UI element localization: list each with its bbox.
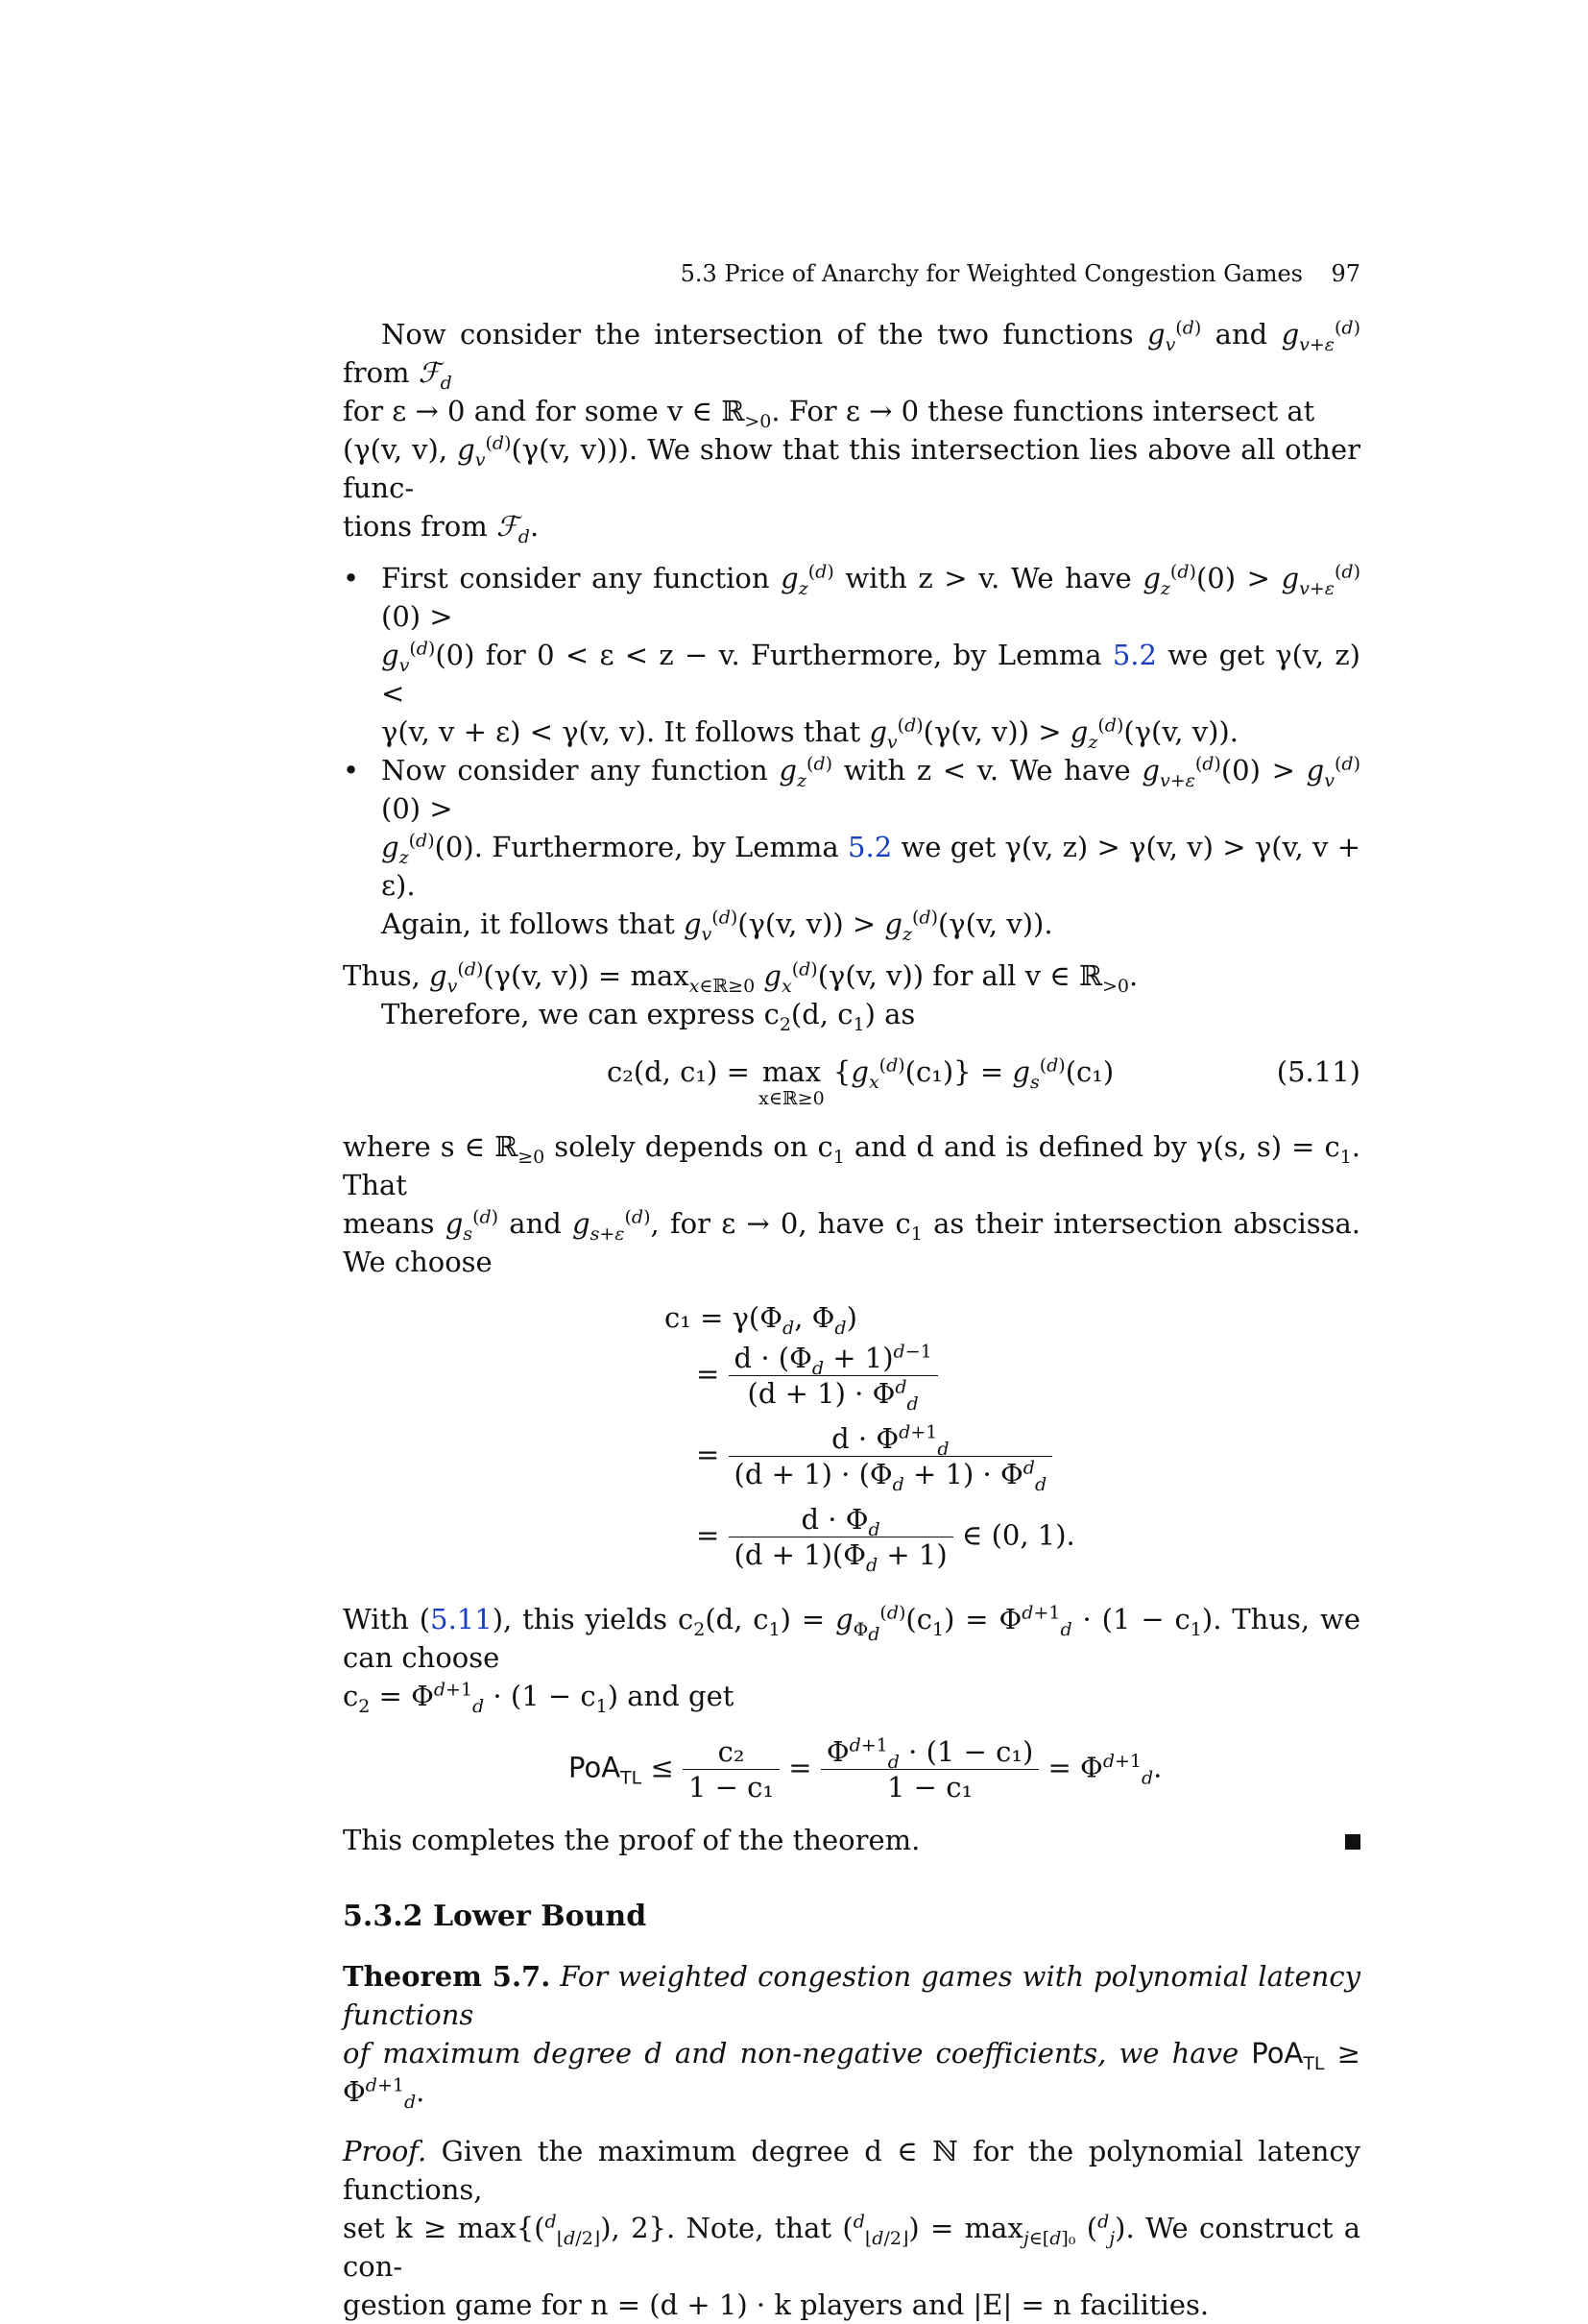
lemma-link[interactable]: 5.2 (848, 831, 893, 863)
section-heading: 5.3.2 Lower Bound (343, 1900, 647, 1933)
equation-poa-bound: PoA$_{TL}$ ≤ $\frac{\text{c₂}}{\text{1 − c₁}}$ = $\frac{\Phi^{d+1}_d \cdot (1 - c_1)}{\text{1 − c₁}}$ = $\Phi^{d+1}_d$. (568, 1734, 1163, 1804)
paragraph-completes: This completes the proof of the theorem. (343, 1821, 1360, 1859)
paragraph-intersection: Now consider the intersection of the two functions $g_v^{(d)}$ and $g_{v+\varepsilon}^{(d)}$ from ℱ$_d$ for ε → 0 and for some v ∈ ℝ$_{>0}$. For ε → 0 these functions intersect at (γ(v, v), $g_v^{(d)}(\gamma(v$, v))). We show that this intersection lies above all other func- tions from ℱ$_d$. (343, 317, 1361, 547)
proof-paragraph: Proof. Given the maximum degree d ∈ ℕ for the polynomial latency functions, set k ≥ max{($^d_{⌊d/2⌋}$), 2}. Note, that $(^d_{⌊d/2⌋}) = \max_{j\in[d]_0} (^d_j)$. We construct a con- gestion game for n = (d + 1) · k players and |E| = n facilities. (343, 2135, 1360, 2321)
running-title: 5.3 Price of Anarchy for Weighted Congestion Games (680, 260, 1303, 287)
paragraph-where: where s ∈ ℝ$_{\ge 0}$ solely depends on $c_1$ and d and is defined by γ(s, $s) = c_1$. That means $g_s^{(d)}$ and $g_{s+\varepsilon}^{(d)}$, for ε → 0, have $c_1$ as their intersection abscissa. We choose (343, 1130, 1361, 1278)
theorem-5-7: Theorem 5.7. For weighted congestion games with polynomial latency functions of maximum degree d and non-negative coefficients, we have $PoA_{TL} \ge \Phi^{d+1}_d$. (343, 1960, 1360, 2113)
list-item: • First consider any function $g_z^{(d)}$ with z > v. We have $g_z^{(d)}(0) > g_{v+\varepsilon}^{(d)}(0)$ > $g_v^{(d)}(0)$ for 0 < ε < z − v. Furthermore, by Lemma 5.2 we get γ(v, z) < γ(v, v + ε) < γ(v, v). It follows that $g_v^{(d)}(\gamma(v$, $v)) > g_z^{(d)}(\gamma(v$, v)). (343, 559, 1360, 751)
equation-link[interactable]: 5.11 (430, 1603, 493, 1635)
list-item: • Now consider any function $g_z^{(d)}$ with z < v. We have $g_{v+\varepsilon}^{(d)}(0) > g_v^{(d)}(0)$ > $g_z^{(d)}(0)$. Furthermore, by Lemma 5.2 we get γ(v, z) > γ(v, v) > γ(v, v + ε). Again, it follows that $g_v^{(d)}(\gamma(v$, $v)) > g_z^{(d)}(\gamma(v$, v)). (343, 751, 1360, 943)
equation-5-11: c₂(d, c₁) = max x∈ℝ≥0 $\{g_x^{(d)}(c_1)\} = g_s^{(d)}(c_1)$ (5.11) (343, 1045, 1360, 1114)
equation-c1: $c_1 = \gamma(\Phi_d$, $\Phi_d$) = $\frac{d \cdot (\Phi_d + 1)^{d-1}}{(d + 1) \cdot \Phi^d_d}$ = $\frac{d \cdot \Phi^{d+1}_d}{(d + 1) \cdot (\Phi_d + 1) \cdot \Phi^d_d}$ = $\frac{d \cdot \Phi_d}{(d + 1)(\Phi_d + 1)}$ ∈ (0, 1). (664, 1301, 1075, 1576)
paragraph-therefore: Therefore, we can express $c_2(d$, $c_1$) as (381, 998, 916, 1035)
lemma-link[interactable]: 5.2 (1112, 639, 1157, 671)
qed-square-icon (1345, 1834, 1360, 1850)
page-body (343, 315, 1360, 2324)
paragraph-with: With (5.11), this yields $c_2(d$, $c_1) = g_{\Phi_d}^{(d)}(c_1) = \Phi^{d+1}_d \cdot (1 - c_1)$. Thus, we can choose $c_2 = \Phi^{d+1}_d \cdot (1 - c_1)$ and get (343, 1602, 1360, 1717)
equation-number: (5.11) (1276, 1055, 1360, 1088)
page-number: 97 (1331, 260, 1360, 287)
paragraph-thus: Thus, $g_v^{(d)}(\gamma(v$, $v)) = \max_{x\in ℝ\ge 0} g_x^{(d)}(\gamma(v$, v)) for all v ∈ ℝ$_{>0}$. (343, 958, 1139, 997)
